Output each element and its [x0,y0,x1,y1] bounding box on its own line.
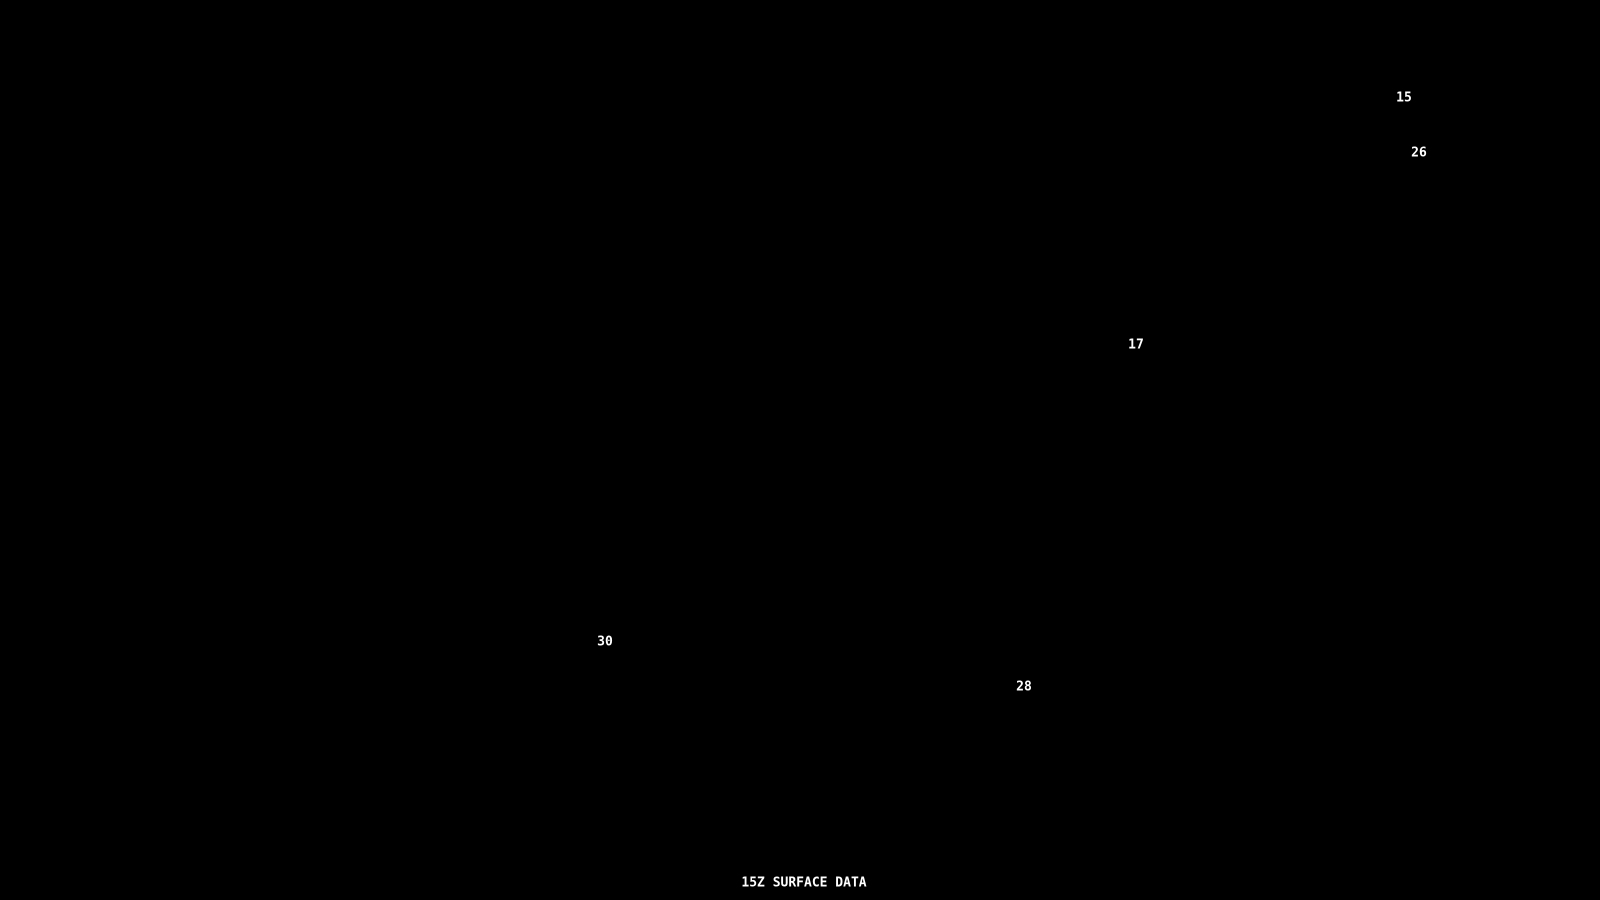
station-value: 15 [1396,90,1412,106]
station-value: 28 [1016,679,1032,695]
station-value: 30 [597,634,613,650]
station-value: 26 [1411,145,1427,161]
station-value: 17 [1128,337,1144,353]
plot-caption: 15Z SURFACE DATA [741,875,867,891]
